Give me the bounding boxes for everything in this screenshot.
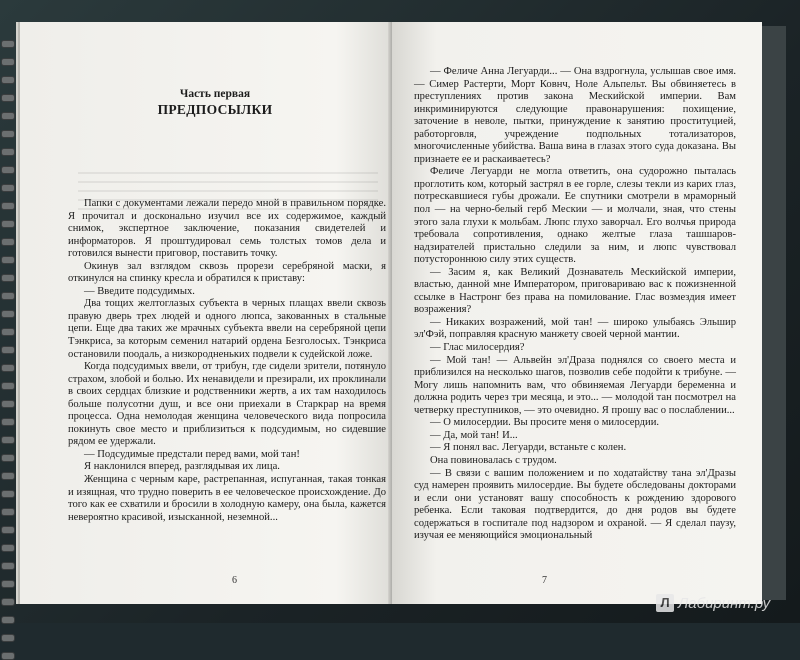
page-number-left: 6 [232,575,237,586]
right-page [392,22,762,604]
left-page [20,22,392,604]
paragraph: Окинув зал взглядом сквозь прорези серебряной маски, я откинулся на спинку кресла и обратился к приставу: [68,260,386,285]
left-page-body [68,198,386,524]
watermark-text: Лабиринт.ру [678,594,771,612]
paragraph: — О милосердии. Вы просите меня о милосердии. [430,417,660,429]
paragraph: — Феличе Анна Легуарди... — Она вздрогнула, услышав свое имя. — Симер Растерти, Морт Ковнч, Ноле Альпельт. Вы обвиняетесь в преступлениях против закона Мескийской империи. Вам инкриминируются следующие правонарушения: похищение, заточение в неволе, пытки, принуждение к занятию проституцией, работорговля, учреждение подпольных тотализаторов, многочисленные убийства. Ваша вина в глазах этого суда доказана. Вы признаете ее и раскаиваетесь? [414,66,736,165]
paragraph: — В связи с вашим положением и по ходатайству тана эл'Дразы суд намерен проявить милосердие. Вы будете обследованы докторами и если они установят вашу способность к рождению здорового ребенка. Если таковая подтвердится, до дня родов вы будете содержаться в госпитале под надзором и охраной. — Я сделал паузу, изучая ее меняющийся эмоциональный [414,467,736,542]
paragraph: Папки с документами лежали передо мной в правильном порядке. Я прочитал и досконально изучил все их содержимое, каждый снимок, экспертное заключение, показания свидетелей и информаторов. Я проштудировал семь толстых томов дела и готовился вынести приговор, поставить точку. [68,198,386,260]
paragraph: — Да, мой тан! И... [430,429,518,441]
watermark [656,590,796,616]
right-page-body [414,66,736,543]
part-heading: Часть первая [179,88,251,100]
paragraph: Два тощих желтоглазых субъекта в черных плащах ввели сквозь правую дверь трех людей и одного люпса, закованных в стальные цепи. Еще два таких же мрачных субъекта ввели на серебряной цепи Тэнкриса, за которым семенил натарий ордена Безголосых. Тэнкриса остановили поодаль, а низкородненьких подвели к судейской ложе. [68,298,386,360]
paragraph: — Мой тан! — Альвейн эл'Драза поднялся со своего места и приблизился на несколько шагов, позволив себе подойти к трибуне. — Могу лишь напомнить вам, что обвиняемая Легуарди беременна и должна родить через три месяца, и это... — молодой тан посмотрел на четверку преступников, — это очевидно. Я прошу вас о послаблении... [414,354,736,416]
paragraph: — Подсудимые предстали перед вами, мой тан! [84,448,300,460]
page-number-right: 7 [542,575,547,586]
open-book [10,8,780,620]
paragraph: — Введите подсудимых. [84,285,195,297]
page-edges [762,26,786,600]
paragraph: Феличе Легуарди не могла ответить, она судорожно пыталась проглотить ком, который застрял в ее горле, слезы текли из карих глаз, потрескавшиеся губы дрожали. Ее спутники смотрели в мраморный пол — на черно-белый герб Мескии — и молчали, зная, что стены этого зала глухи к мольбам. Люпс глухо заворчал. Его волчья природа требовала сопротивления, однако желтые глаза ташшаров-надзирателей пристально следили за ним, и люпс чувствовал потустороннюю силу этих существ. [414,166,736,266]
paragraph: — Я понял вас. Легуарди, встаньте с колен. [430,442,627,454]
paragraph: Она повиновалась с трудом. [430,454,557,466]
paragraph: — Засим я, как Великий Дознаватель Мескийской империи, властью, данной мне Императором, приговариваю вас к пожизненной ссылке в Настронг без права на помилование. Глас возмездия имеет возражения? [414,266,736,316]
paragraph: — Глас милосердия? [430,342,525,354]
paragraph: Когда подсудимых ввели, от трибун, где сидели зрители, потянуло страхом, злобой и болью. Их ненавидели и презирали, их проклинали в своих сердцах близкие и родственники жертв, а их там находилось больше полусотни душ, и все они приехали в Старкрар на время процесса. Одна немолодая женщина человеческого вида попросила покинуть свое место и приблизиться к подсудимым, но сидевшие рядом ее удержали. [68,361,386,448]
watermark-logo-icon: Л [656,594,674,612]
paragraph: Женщина с черным каре, растрепанная, испуганная, такая тонкая и изящная, что трудно поверить в ее человеческое происхождение. До того как ее схватили и бросили в холодную камеру, она была, кажется невероятно красивой, изысканной, неземной... [68,474,386,523]
chapter-title: ПРЕДПОСЫЛКИ [157,102,273,117]
paragraph: Я наклонился вперед, разглядывая их лица. [84,461,280,473]
paragraph: — Никаких возражений, мой тан! — широко улыбаясь Эльшир эл'Фэй, поправляя красную манжету своей черной мантии. [414,316,736,341]
